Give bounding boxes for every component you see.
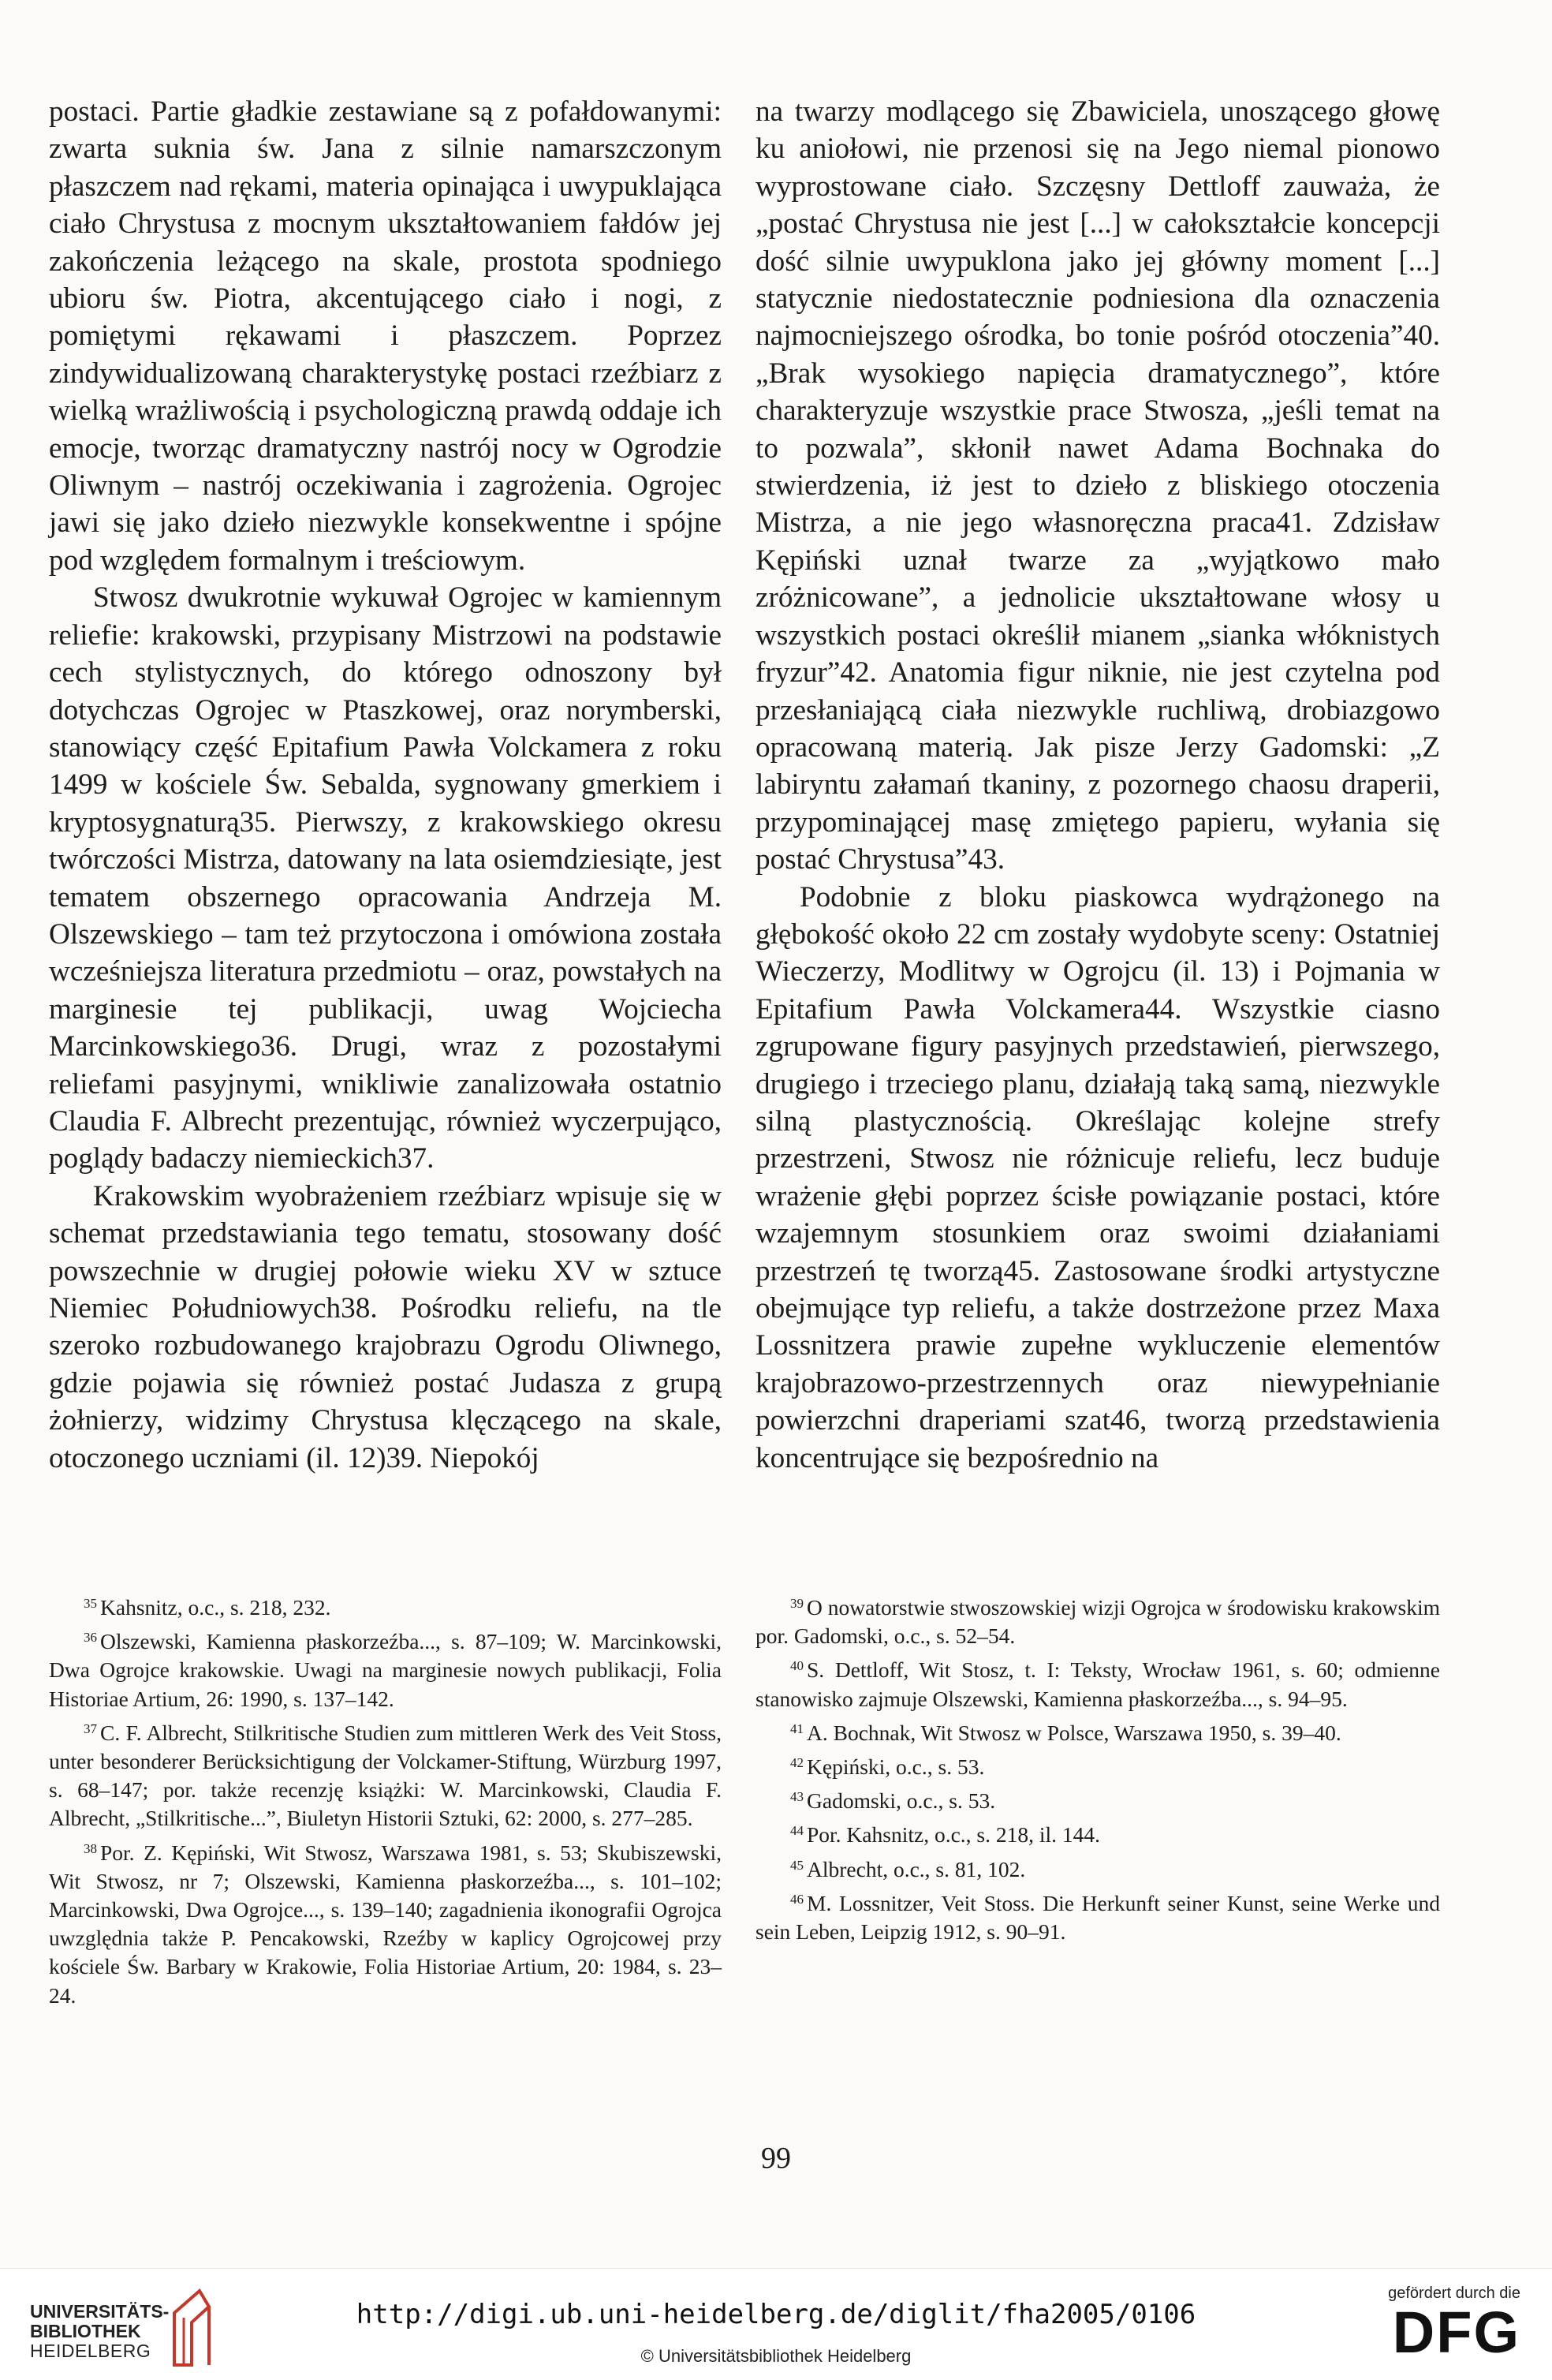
footnote (755, 1851, 1440, 1884)
footnote (755, 1783, 1440, 1815)
footnote-text: O nowatorstwie stwoszowskiej wizji Ogrojca w środowisku krakowskim por. Gadomski, o.c., s. 52–54. (755, 1595, 1440, 1649)
footnote-text: M. Lossnitzer, Veit Stoss. Die Herkunft seiner Kunst, seine Werke und sein Leben, Leipzig 1912, s. 90–91. (755, 1890, 1440, 1945)
document-url-link[interactable]: http://digi.ub.uni-heidelberg.de/diglit/fha2005/0106 (356, 2299, 1196, 2330)
footnote-number: 41 (790, 1721, 804, 1736)
footnote (49, 1715, 722, 1833)
footnote (49, 1590, 722, 1622)
library-name-line: UNIVERSITÄTS- (30, 2301, 170, 2322)
footnote-number: 38 (84, 1840, 97, 1856)
footnote-number: 46 (790, 1891, 804, 1907)
footnote-text: C. F. Albrecht, Stilkritische Studien zum mittleren Werk des Veit Stoss, unter besonderer Berücksichtigung der Volckamer-Stiftung, Würzburg 1997, s. 68–147; por. także recenzję książki: W. Marcinkowski, Claudia F. Albrecht, „Stilkritische...”, Biuletyn Historii Sztuki, 62: 2000, s. 277–285. (49, 1720, 722, 1831)
footnote-text: Por. Z. Kępiński, Wit Stwosz, Warszawa 1981, s. 53; Skubiszewski, Wit Stwosz, nr 7; Olszewski, Kamienna płaskorzeźba..., s. 101–102; Marcinkowski, Dwa Ogrojce..., s. 139–140; zagadnienia ikonografii Ogrojca uwzględnia także P. Pencakowski, Rzeźby w kaplicy Ogrojcowej przy kościele Św. Barbary w Krakowie, Folia Historiae Artium, 20: 1984, s. 23–24. (49, 1840, 722, 2008)
footnote (755, 1817, 1440, 1849)
left-text-column (49, 93, 722, 1477)
footnote-number: 37 (84, 1721, 97, 1736)
footnote (755, 1652, 1440, 1713)
footnote-text: Gadomski, o.c., s. 53. (807, 1788, 996, 1814)
footnote-number: 36 (84, 1630, 97, 1646)
footnote-number: 45 (790, 1857, 804, 1873)
footnote-number: 42 (790, 1755, 804, 1771)
page-number: 99 (761, 2142, 791, 2175)
footnote (755, 1885, 1440, 1946)
footnote-text: S. Dettloff, Wit Stosz, t. I: Teksty, Wrocław 1961, s. 60; odmienne stanowisko zajmuje Olszewski, Kamienna płaskorzeźba..., s. 94–95. (755, 1657, 1440, 1711)
footnote-text: Olszewski, Kamienna płaskorzeźba..., s. 87–109; W. Marcinkowski, Dwa Ogrojce krakowskie. Uwagi na marginesie nowych publikacji, Folia Historiae Artium, 26: 1990, s. 137–142. (49, 1629, 722, 1711)
copyright-notice: © Universitätsbibliothek Heidelberg (640, 2346, 912, 2366)
library-name-line: HEIDELBERG (30, 2341, 151, 2361)
footnote-text: A. Bochnak, Wit Stwosz w Polsce, Warszawa 1950, s. 39–40. (807, 1720, 1341, 1745)
footnote-number: 40 (790, 1658, 804, 1674)
footnotes-left (49, 1590, 722, 2012)
footnote-number: 43 (790, 1789, 804, 1805)
footnote-number: 35 (84, 1596, 97, 1611)
funder-note: gefördert durch die (1388, 2285, 1520, 2302)
funder-name: DFG (1392, 2300, 1520, 2365)
footnote (755, 1715, 1440, 1747)
library-name-line: BIBLIOTHEK (30, 2321, 141, 2341)
footnote (755, 1749, 1440, 1781)
footnote (755, 1590, 1440, 1650)
paragraph: Stwosz dwukrotnie wykuwał Ogrojec w kamiennym reliefie: krakowski, przypisany Mistrzowi na podstawie cech stylistycznych, do którego odnoszony był dotychczas Ogrojec w Ptaszkowej, oraz norymberski, stanowiący część Epitafium Pawła Volckamera z roku 1499 w kościele Św. Sebalda, sygnowany gmerkiem i kryptosygnaturą35. Pierwszy, z krakowskiego okresu twórczości Mistrza, datowany na lata osiemdziesiąte, jest tematem obszernego opracowania Andrzeja M. Olszewskiego – tam też przytoczona i omówiona została wcześniejsza literatura przedmiotu – oraz, powstałych na marginesie tej publikacji, uwag Wojciecha Marcinkowskiego36. Drugi, wraz z pozostałymi reliefami pasyjnymi, wnikliwie zanalizowała ostatnio Claudia F. Albrecht prezentując, również wyczerpująco, poglądy badaczy niemieckich37. (49, 581, 722, 1175)
footnote-text: Kępiński, o.c., s. 53. (807, 1754, 985, 1780)
paragraph: na twarzy modlącego się Zbawiciela, unoszącego głowę ku aniołowi, nie przenosi się na Jego niemal pionowo wyprostowane ciało. Szczęsny Dettloff zauważa, że „postać Chrystusa nie jest [...] w całokształcie koncepcji dość silnie uwypuklona jako jej główny moment [...] statycznie niedostatecznie podniesiona dla oznaczenia najmocniejszego ośrodka, bo tonie pośród otoczenia”40. „Brak wysokiego napięcia dramatycznego”, które charakteryzuje wszystkie prace Stwosza, „jeśli temat na to pozwala”, skłonił nawet Adama Bochnaka do stwierdzenia, iż jest to dzieło z bliskiego otoczenia Mistrza, a nie jego własnoręczna praca41. Zdzisław Kępiński uznał twarze za „wyjątkowo mało zróżnicowane”, a jednolicie ukształtowane włosy u wszystkich postaci określił mianem „sianka włóknistych fryzur”42. Anatomia figur niknie, nie jest czytelna pod przesłaniającą ciała niezwykle ruchliwą, drobiazgowo opracowaną materią. Jak pisze Jerzy Gadomski: „Z labiryntu załamań tkaniny, z pozornego chaosu draperii, przypominającej masę zmiętego papieru, wyłania się postać Chrystusa”43. (755, 95, 1440, 876)
paragraph: postaci. Partie gładkie zestawiane są z pofałdowanymi: zwarta suknia św. Jana z silnie namarszczonym płaszczem nad rękami, materia opinająca i uwypuklająca ciało Chrystusa z mocnym ukształtowaniem fałdów jej zakończenia leżącego na skale, prostota spodniego ubioru św. Piotra, akcentującego ciało i nogi, z pomiętymi rękawami i płaszczem. Poprzez zindywidualizowaną charakterystykę postaci rzeźbiarz z wielką wrażliwością i psychologiczną prawdą oddaje ich emocje, tworząc dramatyczny nastrój nocy w Ogrodzie Oliwnym – nastrój oczekiwania i zagrożenia. Ogrojec jawi się jako dzieło niezwykle konsekwentne i spójne pod względem formalnym i treściowym. (49, 95, 722, 577)
footnote-number: 39 (790, 1596, 804, 1611)
footnote-number: 44 (790, 1823, 804, 1839)
dfg-logo[interactable] (1363, 2285, 1520, 2363)
footnote-text: Por. Kahsnitz, o.c., s. 218, il. 144. (807, 1822, 1101, 1848)
footnote-text: Albrecht, o.c., s. 81, 102. (807, 1856, 1026, 1881)
footnote (49, 1623, 722, 1713)
paragraph: Podobnie z bloku piaskowca wydrążonego na głębokość około 22 cm zostały wydobyte sceny: Ostatniej Wieczerzy, Modlitwy w Ogrojcu (il. 13) i Pojmania w Epitafium Pawła Volckamera44. Wszystkie ciasno zgrupowane figury pasyjnych przedstawień, pierwszego, drugiego i trzeciego planu, działają taką samą, niezwykle silną plastycznością. Określając kolejne strefy przestrzeni, Stwosz nie różnicuje reliefu, lecz buduje wrażenie głębi poprzez ścisłe powiązanie postaci, które wzajemnym stosunkiem oraz swoimi działaniami przestrzeń tę tworzą45. Zastosowane środki artystyczne obejmujące typ reliefu, a także dostrzeżone przez Maxa Lossnitzera prawie zupełne wykluczenie elementów krajobrazowo-przestrzennych oraz niewypełnianie powierzchni draperiami szat46, tworzą przedstawienia koncentrujące się bezpośrednio na (755, 880, 1440, 1474)
footnote-text: Kahsnitz, o.c., s. 218, 232. (100, 1595, 331, 1620)
right-text-column (755, 93, 1440, 1477)
paragraph: Krakowskim wyobrażeniem rzeźbiarz wpisuje się w schemat przedstawiania tego tematu, stosowany dość powszechnie w drugiej połowie wieku XV w sztuce Niemiec Południowych38. Pośrodku reliefu, na tle szeroko rozbudowanego krajobrazu Ogrodu Oliwnego, gdzie pojawia się również postać Judasza z grupą żołnierzy, widzimy Chrystusa klęczącego na skale, otoczonego uczniami (il. 12)39. Niepokój (49, 1179, 722, 1474)
footnotes-right (755, 1590, 1440, 1948)
footer-bar (0, 2268, 1552, 2380)
footnote (49, 1835, 722, 2010)
